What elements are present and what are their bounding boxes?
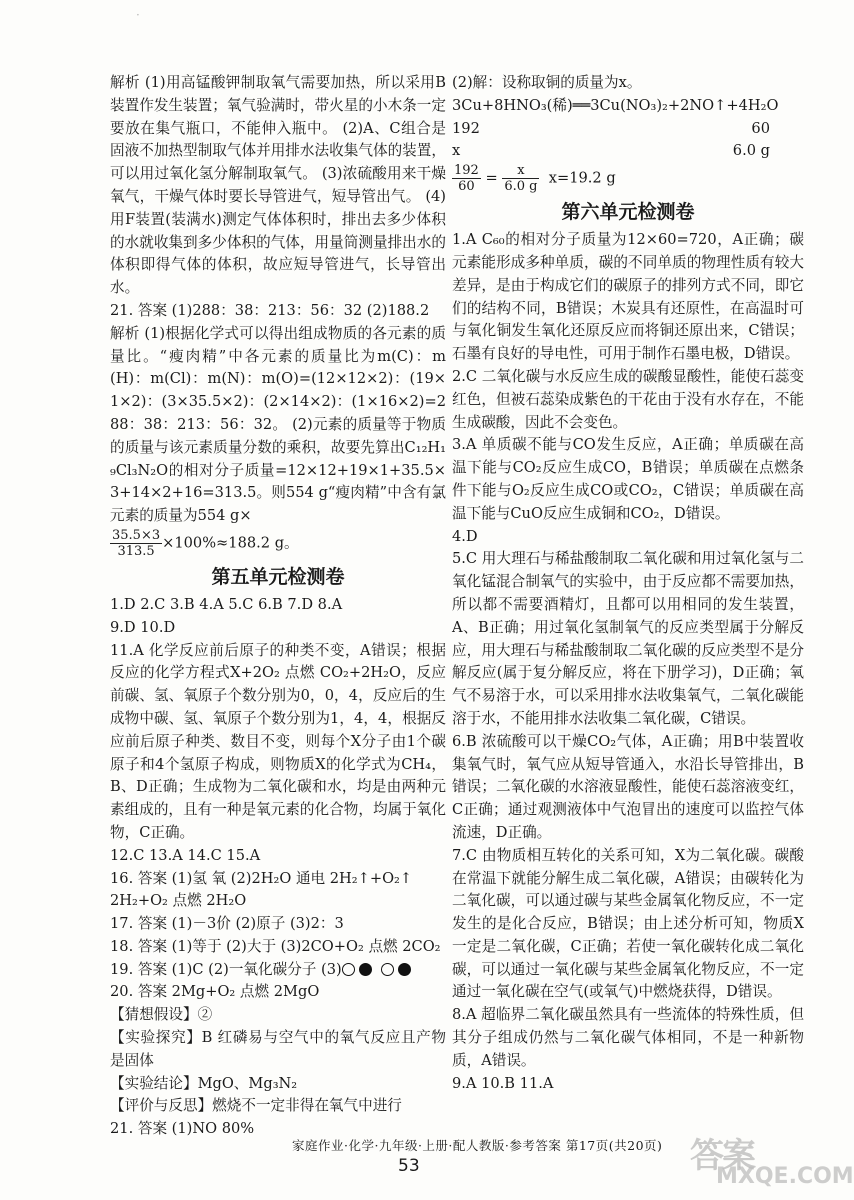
fraction xyxy=(110,528,162,559)
text-line: 解析 (1)根据化学式可以得出组成物质的各元素的质量比。“瘦肉精”中各元素的质量比为m(C)：m(H)：m(Cl)：m(N)：m(O)=(12×12×2)：(19×1×2)：(3×35.5×2)：(2×14×2)：(1×16×2)=288：38：213：56：32。 (2)元素的质量等于物质的质量与该元素质量分数的乘积，故要先算出C₁₂H₁₉Cl₃N₂O的相对分子质量=12×12+19×1+35.5×3+14×2+16=313.5。则554 g“瘦肉精”中含有氯元素的质量为554 g× xyxy=(110,324,446,525)
text-line: 16. 答案 (1)氢 氧 (2)2H₂O 通电 2H₂↑+O₂↑ xyxy=(110,869,413,887)
text-line: 【实验探究】B 红磷易与空气中的氧气反应且产物是固体 xyxy=(110,1029,446,1069)
text-line: 【实验结论】MgO、Mg₃N₂ xyxy=(110,1074,298,1092)
text-line: 20. 答案 2Mg+O₂ 点燃 2MgO xyxy=(110,983,320,1001)
text-line: 6.B 浓硫酸可以干燥CO₂气体，A正确；用B中装置收集氧气时，氧气应从短导管通入，水沿长导管排出，B错误；二氧化碳的水溶液显酸性，能使石蕊溶液变红，C正确；通过观测液体中气泡冒出的速度可以监控气体流速，D正确。 xyxy=(452,732,804,841)
text-line: 8.A 超临界二氧化碳虽然具有一些流体的特殊性质，但其分子组成仍然与二氧化碳气体相同，不是一种新物质，A错误。 xyxy=(452,1006,804,1069)
answer-line xyxy=(110,959,446,982)
text-line: (2)解：设称取铜的质量为x。 xyxy=(452,74,642,91)
text-line: 3Cu+8HNO₃(稀)══3Cu(NO₃)₂+2NO↑+4H₂O xyxy=(452,96,779,114)
equation-right: 60 xyxy=(751,119,770,137)
text-line: 18. 答案 (1)等于 (2)大于 (3)2CO+O₂ 点燃 2CO₂ xyxy=(110,937,441,955)
atom-hollow-icon xyxy=(342,963,355,976)
text-line: 9.D 10.D xyxy=(110,618,176,636)
text-line: 1.A C₆₀的相对分子质量为12×60=720，A正确；碳元素能形成多种单质，碳的不同单质的物理性质有较大差异，是由于构成它们的碳原子的排列方式不同，即它们的结构不同，B错误；木炭具有还原性，在高温时可与氧化铜发生氧化还原反应而将铜还原出来，C错误；石墨有良好的导电性，可用于制作石墨电极，D错误。 xyxy=(452,231,804,363)
equation-right: 6.0 g xyxy=(732,142,770,160)
equation-left: x xyxy=(452,142,461,160)
molecule-icon xyxy=(342,963,372,976)
text-line: 21. 答案 (1)NO 80% xyxy=(110,1120,255,1138)
atom-hollow-icon xyxy=(381,963,394,976)
equation-row xyxy=(452,140,804,163)
right-column xyxy=(452,72,804,1095)
text-line: 【猜想假设】② xyxy=(110,1006,213,1024)
proportion-line: $\frac{192}{60}$ = $\frac{x}{6.0 g}$ x=19.2 g xyxy=(454,163,616,195)
result: x=19.2 g xyxy=(548,169,616,187)
denominator: 6.0 g xyxy=(504,179,538,195)
section-heading: 第六单元检测卷 xyxy=(561,201,695,224)
page-footer: 家庭作业·化学·九年级·上册·配人教版·参考答案 第17页(共20页) xyxy=(292,1138,663,1153)
atom-filled-icon xyxy=(359,963,372,976)
text-line: 解析 (1)用高锰酸钾制取氧气需要加热，所以采用B装置作发生装置；氧气验满时，带火星的小木条一定要放在集气瓶口，不能伸入瓶中。 (2)A、C组合是固液不加热型制取气体并用排水法收集气体的装置，可以用过氧化氢分解制取氧气。 (3)浓硫酸用来干燥氧气，干燥气体时要长导管进气，短导管出气。 (4)用F装置(装满水)测定气体体积时，排出去多少体积的水就收集到多少体积的气体，用量筒测量排出水的体积即得气体的体积，故应短导管进气，长导管出水。 xyxy=(110,74,446,297)
page-number: 53 xyxy=(398,1156,420,1176)
denominator: 60 xyxy=(458,179,475,195)
watermark-url: MXQE.COM xyxy=(716,1164,854,1189)
equation-left: 192 xyxy=(452,119,480,137)
text-line: 3.A 单质碳不能与CO发生反应，A正确；单质碳在高温下能与CO₂反应生成CO，B错误；单质碳在点燃条件下能与O₂反应生成CO或CO₂，C错误；单质碳在高温下能与CuO反应生成铜和CO₂，D错误。 xyxy=(452,436,804,522)
answer-text: 19. 答案 (1)C (2)一氧化碳分子 (3) xyxy=(110,960,342,978)
text-line: 17. 答案 (1)－3价 (2)原子 (3)2：3 xyxy=(110,915,344,933)
text-line: 9.A 10.B 11.A xyxy=(452,1074,554,1092)
text-line: 5.C 用大理石与稀盐酸制取二氧化碳和用过氧化氢与二氧化锰混合制氧气的实验中，由于反应都不需要加热，所以都不需要酒精灯，且都可以用相同的发生装置，A、B正确；用过氧化氢制氧气的反应类型属于分解反应，用大理石与稀盐酸制取二氧化碳的反应类型不是分解反应(属于复分解反应，将在下册学习)，D正确；氧气不易溶于水，可以采用排水法收集氧气，二氧化碳能溶于水，不能用排水法收集二氧化碳，C错误。 xyxy=(452,550,804,727)
text-line: 1.D 2.C 3.B 4.A 5.C 6.B 7.D 8.A xyxy=(110,595,343,613)
fraction xyxy=(502,163,539,194)
watermark-logo: 答案 xyxy=(690,1136,754,1176)
atom-filled-icon xyxy=(398,963,411,976)
section-heading: 第五单元检测卷 xyxy=(211,565,345,588)
fraction-tail: ×100%≈188.2 g。 xyxy=(162,534,299,552)
text-line: 12.C 13.A 14.C 15.A xyxy=(110,846,261,864)
numerator: x xyxy=(502,163,539,179)
numerator: 192 xyxy=(454,163,479,179)
equation-row xyxy=(452,118,804,141)
text-line: 7.C 由物质相互转化的关系可知，X为二氧化碳。碳酸在常温下就能分解生成二氧化碳，A错误；由碳转化为二氧化碳，可以通过碳与某些金属氧化物反应，不一定发生的是化合反应，B错误；由上述分析可知，物质X一定是二氧化碳，C正确；若使一氧化碳转化成二氧化碳，可以通过一氧化碳与某些金属氧化物反应，不一定通过一氧化碳在空气(或氧气)中燃烧获得，D错误。 xyxy=(452,846,804,1001)
text-line: 2H₂+O₂ 点燃 2H₂O xyxy=(110,892,247,910)
text-line: 2.C 二氧化碳与水反应生成的碳酸显酸性，能使石蕊变红色，但被石蕊染成紫色的干花由于没有水存在，不能生成碳酸，因此不会变色。 xyxy=(452,367,804,431)
numerator: 35.5×3 xyxy=(112,527,161,543)
top-stamp: · xyxy=(136,8,140,22)
fraction-line xyxy=(110,528,446,559)
text-line: 21. 答案 (1)288：38：213：56：32 (2)188.2 xyxy=(110,301,430,319)
text-line: 11.A 化学反应前后原子的种类不变，A错误；根据反应的化学方程式X+2O₂ 点燃 CO₂+2H₂O，反应前碳、氢、氧原子个数分别为0，0，4，反应后的生成物中碳、氢、氧原子个数分别为1，4，4，根据反应前后原子种类、数目不变，则每个X分子由1个碳原子和4个氢原子构成，则物质X的化学式为CH₄，B、D正确；生成物为二氧化碳和水，均是由两种元素组成的，且有一种是氧元素的化合物，均属于氧化物，C正确。 xyxy=(110,641,446,841)
left-column xyxy=(110,72,446,1141)
text-line: 【评价与反思】燃烧不一定非得在氧气中进行 xyxy=(110,1097,402,1115)
fraction xyxy=(452,163,481,194)
denominator: 313.5 xyxy=(117,543,155,559)
text-line: 4.D xyxy=(452,527,478,545)
molecule-icon xyxy=(381,963,411,976)
